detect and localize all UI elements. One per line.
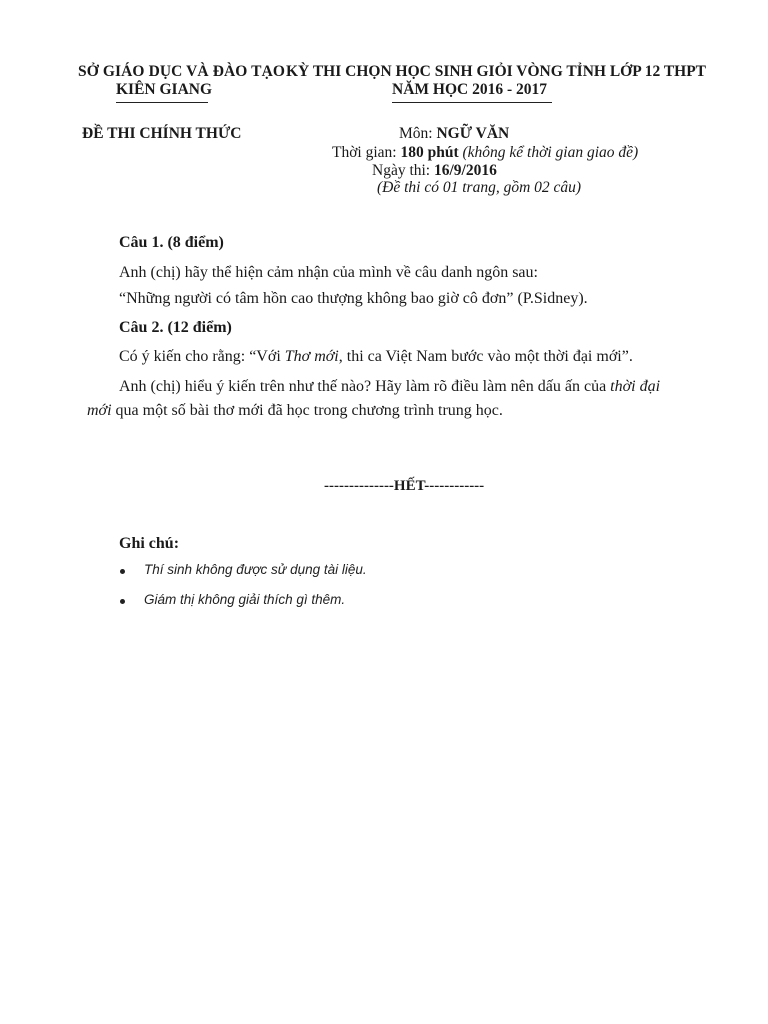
question-1-quote: “Những người có tâm hồn cao thượng không bao giờ cô đơn” (P.Sidney). [119, 290, 588, 307]
question-2-text-italic: Thơ mới [284, 348, 339, 365]
question-2-paragraph-line-2 [87, 402, 503, 420]
question-1-title: Câu 1. (8 điểm) [119, 234, 224, 251]
end-marker: --------------HẾT------------ [324, 478, 485, 494]
question-2-para-b: qua một số bài thơ mới đã học trong chương trình trung học. [111, 402, 503, 419]
time-label: Thời gian: [332, 144, 401, 161]
question-2-para-a: Anh (chị) hiểu ý kiến trên như thế nào? Hãy làm rõ điều làm nên dấu ấn của [119, 378, 611, 395]
date-label: Ngày thi: [372, 162, 434, 179]
question-2-para-italic-2: mới [87, 402, 112, 419]
subject-value: NGỮ VĂN [436, 125, 510, 142]
official-exam-label: ĐỀ THI CHÍNH THỨC [82, 125, 242, 142]
question-2-title: Câu 2. (12 điểm) [119, 319, 232, 336]
question-2-para-italic-1: thời đại [610, 378, 661, 395]
subject-line [399, 125, 509, 143]
time-value: 180 phút [400, 144, 459, 161]
date-value: 16/9/2016 [434, 162, 497, 179]
page-note: (Đề thi có 01 trang, gồm 02 câu) [377, 179, 582, 196]
time-note: (không kể thời gian giao đề) [458, 144, 639, 161]
bullet-icon [120, 599, 125, 604]
question-2-text [119, 348, 633, 366]
subject-label: Môn: [399, 125, 437, 142]
time-line [332, 144, 638, 162]
question-2-paragraph-line-1 [119, 378, 660, 396]
bullet-icon [120, 569, 125, 574]
department-name: SỞ GIÁO DỤC VÀ ĐÀO TẠO [78, 63, 286, 80]
question-1-text: Anh (chị) hãy thể hiện cảm nhận của mình về câu danh ngôn sau: [119, 264, 538, 281]
header-left-underline [116, 102, 208, 103]
exam-title: KỲ THI CHỌN HỌC SINH GIỎI VÒNG TỈNH LỚP 12 THPT [286, 63, 707, 80]
school-year: NĂM HỌC 2016 - 2017 [392, 81, 547, 98]
province-name: KIÊN GIANG [116, 81, 213, 98]
note-item: Giám thị không giải thích gì thêm. [144, 592, 346, 607]
notes-title: Ghi chú: [119, 535, 180, 552]
question-2-text-b: , thi ca Việt Nam bước vào một thời đại mới”. [338, 348, 633, 365]
question-2-text-a: Có ý kiến cho rằng: “Với [119, 348, 285, 365]
header-right-underline [392, 102, 552, 103]
note-item: Thí sinh không được sử dụng tài liệu. [144, 562, 367, 577]
date-line [372, 162, 497, 180]
